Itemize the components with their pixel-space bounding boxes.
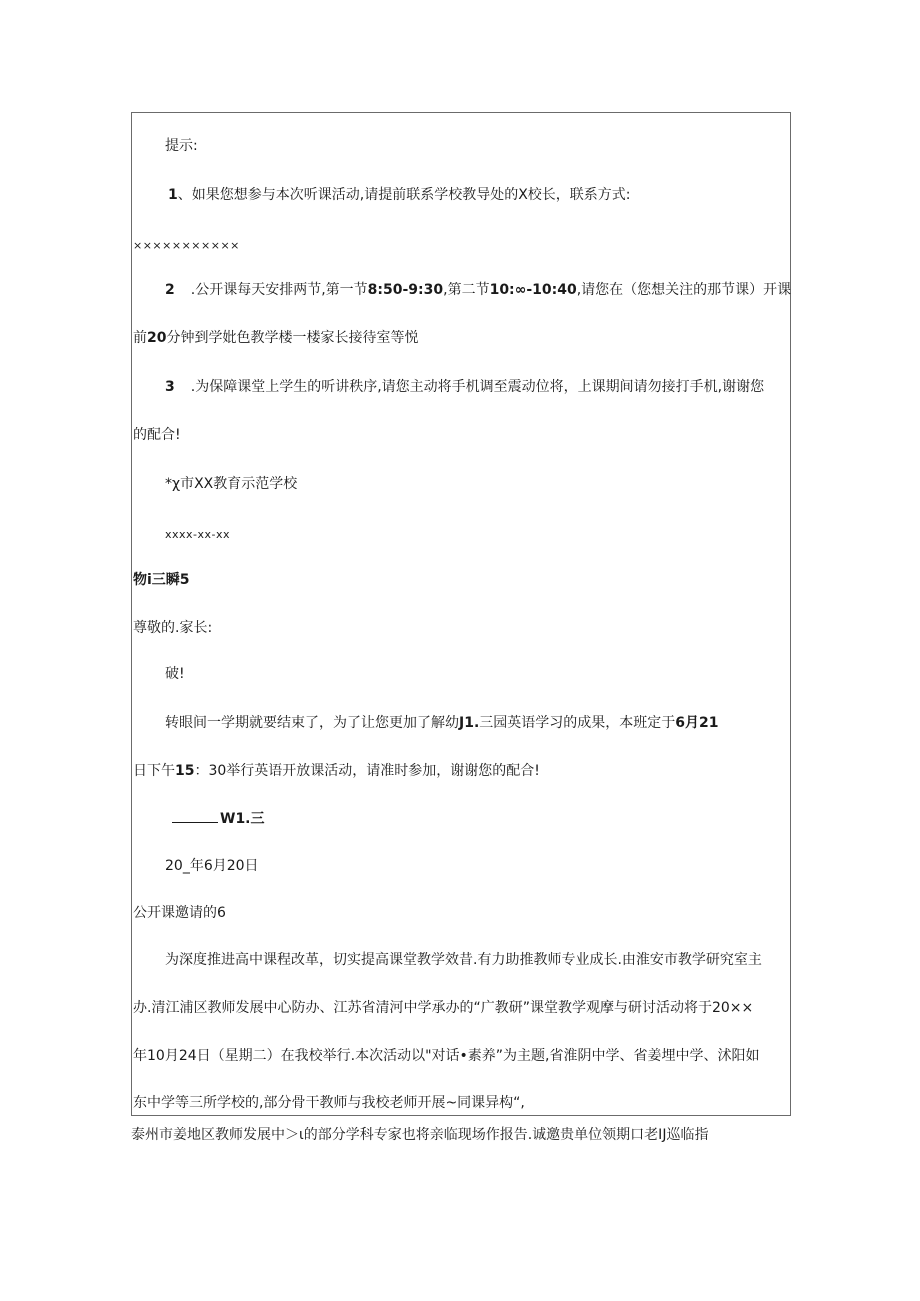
paragraph-2-line-1: 为深度推进高中课程改革，切实提高课堂教学效昔.有力助推教师专业成长.由淮安市教学研究室主 [165,952,762,968]
paragraph-1-text: 转眼间一学期就要结束了，为了让您更加了解幼 [165,715,459,731]
paragraph-1 [165,714,719,732]
sign-blank [172,810,218,823]
item-1 [168,186,631,204]
contact-info: ××××××××××× [133,239,240,252]
item-2-cont-a: 前 [133,330,147,346]
sign-date: 20_年6月20日 [165,858,259,874]
sign-class [172,810,265,828]
item-2-cont-number: 20 [147,330,167,346]
paragraph-1-cont-b: ：30举行英语开放课活动，请准时参加，谢谢您的配合! [194,763,540,779]
paragraph-2-line-4: 东中学等三所学校的,部分骨干教师与我校老师开展~同课异构“, [133,1095,525,1111]
item-2-text-c: ,请您在（您想关注的那节课）开课 [576,282,792,298]
tip-title: 提示: [165,138,198,154]
item-3-continued: 的配合! [133,427,181,443]
item-1-text: 、如果您想参与本次听课活动,请提前联系学校教导处的X校长，联系方式: [177,187,631,203]
item-2-text-a: .公开课每天安排两节,第一节 [190,282,368,298]
item-2-time-2: 10:∞-10:40 [489,282,577,298]
item-1-number: 1 [168,187,178,203]
item-2-time-1: 8:50-9:30 [367,282,444,298]
paragraph-1-continued [133,762,540,780]
item-2-continued [133,329,418,347]
item-3-text: .为保障课堂上学生的听讲秩序,请您主动将手机调至震动位将，上课期间请勿接打手机,谢谢您 [190,379,765,395]
item-2 [165,281,791,299]
paragraph-1-bold-1: J1. [459,715,480,731]
item-3 [165,378,764,396]
outside-line: 泰州市姜地区教师发展中＞ι的部分学科专家也将亲临现场作报告.诚邀贵单位领期口老IJ巡临指 [131,1127,709,1143]
item-2-cont-b: 分钟到学妣色教学楼一楼家长接待室等悦 [166,330,419,346]
sign-class-text: W1.三 [220,811,265,827]
greeting: 尊敬的.家长: [133,620,213,636]
section-5-title: 物i三瞬5 [133,572,190,588]
paragraph-1-cont-a: 日下午 [133,763,175,779]
section-6-title: 公开课邀请的6 [133,905,226,921]
paragraph-1-cont-bold: 15 [175,763,195,779]
paragraph-2-line-2: 办.清江浦区教师发展中心防办、江苏省清河中学承办的“广教研”课堂教学观摩与研讨活动将于20×× [133,1000,754,1016]
item-2-number: 2 [165,282,175,298]
item-3-number: 3 [165,379,175,395]
salutation: 破! [165,666,185,682]
paragraph-1-bold-2: 6月21 [675,715,719,731]
signature-date: xxxx-xx-xx [165,528,231,541]
paragraph-1-text-2: 三园英语学习的成果，本班定于 [479,715,676,731]
paragraph-2-line-3: 年10月24日（星期二）在我校举行.本次活动以"对话•素养”为主题,省淮阴中学、省姜埋中学、沭阳如 [133,1048,760,1064]
signature-school: *χ市XX教育示范学校 [165,476,298,492]
item-2-text-b: ,第二节 [443,282,490,298]
